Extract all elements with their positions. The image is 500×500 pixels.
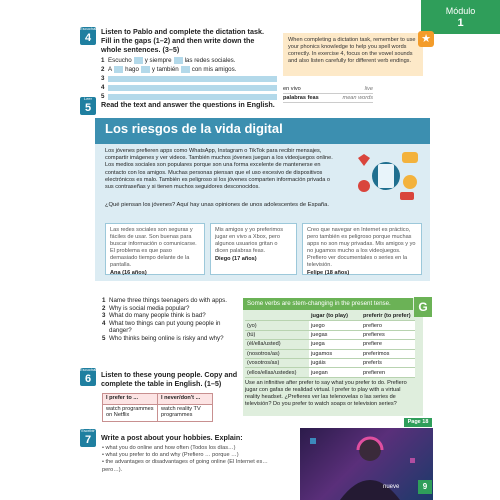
table-row xyxy=(245,368,415,377)
verb-form: preferimos xyxy=(361,349,415,358)
opinion-text: Mis amigos y yo preferimos jugar en vivo a Xbox, pero algunos usuarios gritan o dicen palabras feas. xyxy=(215,227,284,254)
dictation-row-3 xyxy=(101,74,277,83)
social-media-illustration xyxy=(350,146,422,204)
table-cell: watch programmes on Netflix xyxy=(103,405,158,422)
answer-line[interactable] xyxy=(108,76,277,82)
vocab-term: palabras feas xyxy=(283,95,319,101)
exercise-4-instructions: Listen to Pablo and complete the dictation task. Fill in the gaps (1–2) and then write down the whole sentences. (3–5) xyxy=(101,27,264,54)
question-text: Who thinks being online is risky and why? xyxy=(109,334,224,342)
verb-form: prefieren xyxy=(361,368,415,377)
verb-form: juegas xyxy=(309,330,361,339)
question-item xyxy=(102,297,237,305)
star-icon: ★ xyxy=(418,31,434,47)
vocab-box xyxy=(283,85,373,103)
question-number: 4 xyxy=(102,319,106,327)
col-header: jugar (to play) xyxy=(309,312,361,321)
row-text: y siempre xyxy=(144,57,172,64)
question-text: Why is social media popular? xyxy=(109,304,190,312)
verb-form: jugáis xyxy=(309,358,361,367)
exercise-7-instructions: Write a post about your hobbies. Explain: xyxy=(101,433,243,442)
alert-bubble-icon xyxy=(402,152,418,163)
phone-icon xyxy=(378,164,394,188)
gap-field[interactable] xyxy=(174,57,183,64)
question-item xyxy=(102,320,237,335)
row-text: A xyxy=(108,66,113,73)
row-text: con mis amigos. xyxy=(191,66,237,73)
heart-icon xyxy=(358,154,370,166)
row-number: 4 xyxy=(101,84,105,91)
row-text: Escucho xyxy=(108,57,132,64)
bullet-text: the advantages or disadvantages of going online (El Internet es… pero…). xyxy=(102,459,268,473)
question-number: 5 xyxy=(102,334,106,342)
table-row xyxy=(103,405,213,422)
verb-form: prefieres xyxy=(361,330,415,339)
verb-form: jugamos xyxy=(309,349,361,358)
verb-table xyxy=(245,312,415,378)
reading-questions xyxy=(102,297,237,343)
row-number: 3 xyxy=(101,75,105,82)
person-body xyxy=(340,480,400,500)
col-header: preferir (to prefer) xyxy=(361,312,415,321)
verb-form: prefiere xyxy=(361,340,415,349)
reading-intro: Los jóvenes prefieren apps como WhatsApp, Instagram o TikTok para recibir mensajes, compartir imágenes y ver videos. También muchos jóvenes juegan a los videojuegos online. Los medios sociales son populares porque son una forma excelente de mantenerse en contacto con los amigos. Muchas personas piensan que el uso excesivo de dispositivos electrónicos es malo. También es peligroso si los jóvenes comparten información privada o sus contraseñas y si tienen muchos seguidores desconocidos. xyxy=(105,148,333,191)
pronoun: (yo) xyxy=(245,321,309,330)
verb-form: prefiero xyxy=(361,321,415,330)
grammar-note: Use an infinitive after prefer to say what you prefer to do. Prefiero jugar con gafas de realidad virtual. I prefer to play with a virtual reality headset. ¿Prefieres ver las telenovelas o las series de televisión? Do you prefer to watch soaps or television series? xyxy=(245,380,407,407)
opinion-card-felipe xyxy=(302,223,422,275)
page-reference[interactable]: Page 18 xyxy=(404,418,432,427)
verb-form: juego xyxy=(309,321,361,330)
opinion-author: Felipe (18 años) xyxy=(307,270,350,276)
opinion-card-ana xyxy=(105,223,205,275)
vocab-row xyxy=(283,85,373,94)
table-row xyxy=(245,358,415,367)
badge-label: Escuchar xyxy=(80,26,97,31)
table-row xyxy=(245,340,415,349)
grammar-header: Some verbs are stem-changing in the present tense. xyxy=(243,298,413,310)
bullet-item: • the advantages or disadvantages of going online (El Internet es… pero…). xyxy=(102,459,268,473)
gap-field[interactable] xyxy=(134,57,143,64)
pronoun: (ellos/ellas/ustedes) xyxy=(245,368,309,377)
bullet-item: • what you prefer to do and why (Prefiero … porque …) xyxy=(102,452,239,459)
row-text: hago xyxy=(125,66,139,73)
exercise-4-badge xyxy=(80,27,96,45)
module-label: Módulo xyxy=(445,6,476,16)
bullet-text: what you prefer to do and why (Prefiero … porque …) xyxy=(105,452,239,459)
question-text: What two things can put young people in danger? xyxy=(109,319,221,335)
dictation-rows xyxy=(101,56,277,101)
col-header xyxy=(245,312,309,321)
badge-number: 7 xyxy=(84,434,92,446)
badge-number: 4 xyxy=(84,32,92,44)
exercise-6-instructions: Listen to these young people. Copy and complete the table in English. (1–5) xyxy=(101,370,238,388)
pronoun: (tú) xyxy=(245,330,309,339)
opinion-author: Ana (16 años) xyxy=(110,270,147,276)
opinion-author: Diego (17 años) xyxy=(215,256,257,262)
verb-form: preferís xyxy=(361,358,415,367)
grammar-badge: G xyxy=(414,297,432,317)
question-item xyxy=(102,312,237,320)
exercise-7-badge xyxy=(80,429,96,447)
question-item xyxy=(102,335,237,343)
dictation-row-1 xyxy=(101,56,277,65)
row-number: 2 xyxy=(101,66,105,73)
module-tab xyxy=(421,0,500,34)
light-spot xyxy=(310,438,316,444)
bullet-item: • what you do online and how often (Todos los días…) xyxy=(102,445,236,451)
pronoun: (vosotros/as) xyxy=(245,358,309,367)
table-row xyxy=(245,330,415,339)
dictation-row-4 xyxy=(101,83,277,92)
vocab-meaning: live xyxy=(364,86,373,92)
module-number: 1 xyxy=(457,17,464,29)
badge-number: 6 xyxy=(84,373,92,385)
bullet-text: what you do online and how often (Todos los días…) xyxy=(105,445,236,451)
row-text: y también xyxy=(151,66,179,73)
light-spot xyxy=(410,458,415,463)
thumbs-down-icon xyxy=(400,192,414,200)
dictation-row-2 xyxy=(101,65,277,74)
table-row xyxy=(245,349,415,358)
pronoun: (nosotros/as) xyxy=(245,349,309,358)
gap-field[interactable] xyxy=(181,66,190,73)
gap-field[interactable] xyxy=(141,66,150,73)
dislike-icon xyxy=(358,180,370,192)
answer-line[interactable] xyxy=(108,94,277,100)
opinion-card-diego xyxy=(210,223,297,275)
vocab-meaning: mean words xyxy=(342,95,373,101)
col-header: I never/don't ... xyxy=(158,394,213,405)
table-cell: watch reality TV programmes xyxy=(158,405,213,422)
row-number: 5 xyxy=(101,93,105,100)
row-text: las redes sociales. xyxy=(184,57,236,64)
question-number: 1 xyxy=(102,297,106,304)
gamer-photo xyxy=(300,428,433,500)
badge-label: Escuchar xyxy=(80,367,97,372)
exercise-6-badge xyxy=(80,368,96,386)
verb-form: juega xyxy=(309,340,361,349)
tip-box: When completing a dictation task, remember to use your phonics knowledge to help you spell words correctly. In exercise 4, focus on the vowel sounds and also listen carefully for different verb endings. xyxy=(283,33,423,76)
opinion-text: Creo que navegar en Internet es práctico, pero también es peligroso porque muchas apps no son muy privadas. Mis amigos y yo no jugamos mucho a los videojuegos. Prefiero ver documentales o series en la televisión. xyxy=(307,227,416,268)
table-header xyxy=(103,394,213,405)
vocab-term: en vivo xyxy=(283,86,301,92)
reading-title: Los riesgos de la vida digital xyxy=(105,121,283,136)
listening-table xyxy=(102,393,213,422)
opinion-text: Las redes sociales son seguras y fáciles de usar. Son buenas para buscar información o comunicarse. El problema es que paso demasiado tiempo delante de la pantalla. xyxy=(110,227,197,268)
angry-face-icon xyxy=(403,175,417,189)
col-header: I prefer to ... xyxy=(103,394,158,405)
answer-line[interactable] xyxy=(108,85,277,91)
verb-form: juegan xyxy=(309,368,361,377)
badge-label: Escribir xyxy=(81,428,95,433)
page-word: nueve xyxy=(383,484,400,490)
verb-table-header xyxy=(245,312,415,321)
reading-question: ¿Qué piensan los jóvenes? Aquí hay unas opiniones de unos adolescentes de España. xyxy=(105,202,329,208)
question-number: 3 xyxy=(102,312,106,320)
question-text: What do many people think is bad? xyxy=(109,312,206,320)
pronoun: (él/ella/usted) xyxy=(245,340,309,349)
question-text: Name three things teenagers do with apps. xyxy=(109,297,227,304)
writing-bullets xyxy=(102,445,288,474)
badge-number: 5 xyxy=(84,102,92,114)
question-number: 2 xyxy=(102,304,106,312)
exercise-5-instructions: Read the text and answer the questions in English. xyxy=(101,100,275,109)
page-number: 9 xyxy=(418,480,432,494)
exercise-5-badge xyxy=(80,97,96,115)
row-number: 1 xyxy=(101,57,105,64)
table-row xyxy=(245,321,415,330)
question-item xyxy=(102,305,237,313)
badge-label: Leer xyxy=(83,96,92,101)
vocab-row xyxy=(283,94,373,103)
gap-field[interactable] xyxy=(114,66,123,73)
gamer-illustration xyxy=(300,428,433,500)
